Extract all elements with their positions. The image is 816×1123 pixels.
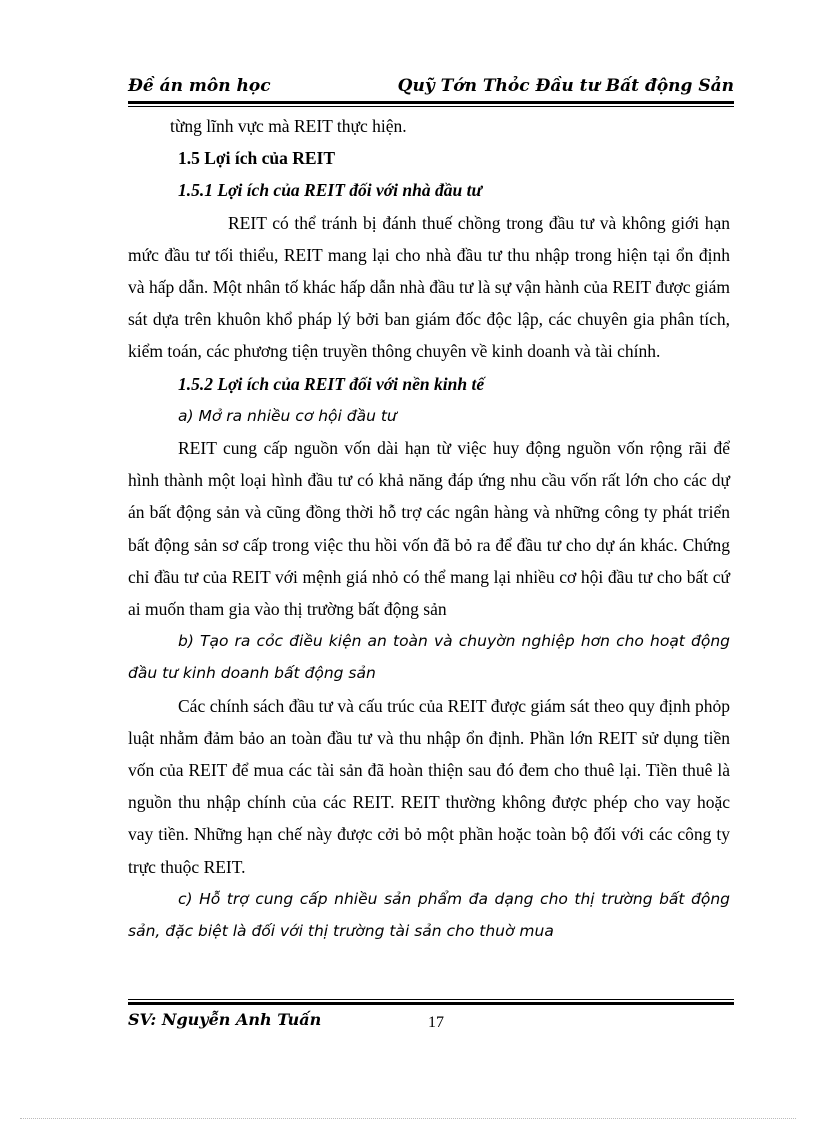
footer-rule-thick <box>128 1002 734 1005</box>
header-rule-thick <box>128 101 734 104</box>
header-left-title: Đề án môn học <box>128 76 271 96</box>
heading-1-5-2: 1.5.2 Lợi ích của REIT đối với nền kinh tế <box>178 373 485 394</box>
paragraph-safety-conditions: Các chính sách đầu tư và cấu trúc của REIT được giám sát theo quy định phỏp luật nhằm đảm bảo an toàn đầu tư và thu nhập ổn định. Phần lớn REIT sử dụng tiền vốn của REIT để mua các tài sản đã hoàn thiện sau đó đem cho thuê lại. Tiền thuê là nguồn thu nhập chính của các REIT. REIT thường không được phép cho vay hoặc vay tiền. Những hạn chế này được cởi bỏ một phần hoặc toàn bộ đối với các công ty trực thuộc REIT. <box>128 695 730 877</box>
page-body <box>128 110 730 947</box>
continued-line: từng lĩnh vực mà REIT thực hiện. <box>170 116 407 136</box>
heading-1-5: 1.5 Lợi ích của REIT <box>178 148 336 169</box>
paragraph-investment-opportunities: REIT cung cấp nguồn vốn dài hạn từ việc huy động nguồn vốn rộng rãi để hình thành một loại hình đầu tư có khả năng đáp ứng nhu cầu vốn rất lớn cho các dự án bất động sản và cũng đồng thời hỗ trợ các ngân hàng và những công ty phát triển bất động sản sơ cấp trong việc thu hồi vốn đã bỏ ra để đầu tư cho dự án khác. Chứng chỉ đầu tư của REIT với mệnh giá nhỏ có thể mang lại nhiều cơ hội đầu tư cho bất cứ ai muốn tham gia vào thị trường bất động sản <box>128 438 730 620</box>
paragraph-investor-benefits: REIT có thể tránh bị đánh thuế chồng trong đầu tư và không giới hạn mức đầu tư tối thiểu, REIT mang lại cho nhà đầu tư thu nhập trong hiện tại ổn định và hấp dẫn. Một nhân tố khác hấp dẫn nhà đầu tư là sự vận hành của REIT được giám sát dựa trên khuôn khổ pháp lý bởi ban giám đốc độc lập, các chuyên gia phân tích, kiểm toán, các phương tiện truyền thông chuyên về kinh doanh và tài chính. <box>128 212 730 362</box>
subheading-a: a) Mở ra nhiều cơ hội đầu tư <box>178 406 397 425</box>
page-header <box>128 70 734 100</box>
subheading-c: c) Hỗ trợ cung cấp nhiều sản phẩm đa dạng cho thị trường bất động sản, đặc biệt là đối với thị trường tài sản cho thuờ mua <box>128 889 730 941</box>
page-edge-divider <box>20 1118 796 1119</box>
footer-author: SV: Nguyễn Anh Tuấn <box>128 1010 322 1029</box>
subheading-b: b) Tạo ra cỏc điều kiện an toàn và chuyờn nghiệp hơn cho hoạt động đầu tư kinh doanh bất động sản <box>128 632 730 683</box>
header-rule-thin <box>128 106 734 107</box>
header-right-title: Quỹ Tớn Thỏc Đầu tư Bất động Sản <box>397 76 734 96</box>
heading-1-5-1: 1.5.1 Lợi ích của REIT đối với nhà đầu tư <box>178 180 482 201</box>
page-number: 17 <box>428 1014 444 1031</box>
footer-rule-thin <box>128 999 734 1000</box>
